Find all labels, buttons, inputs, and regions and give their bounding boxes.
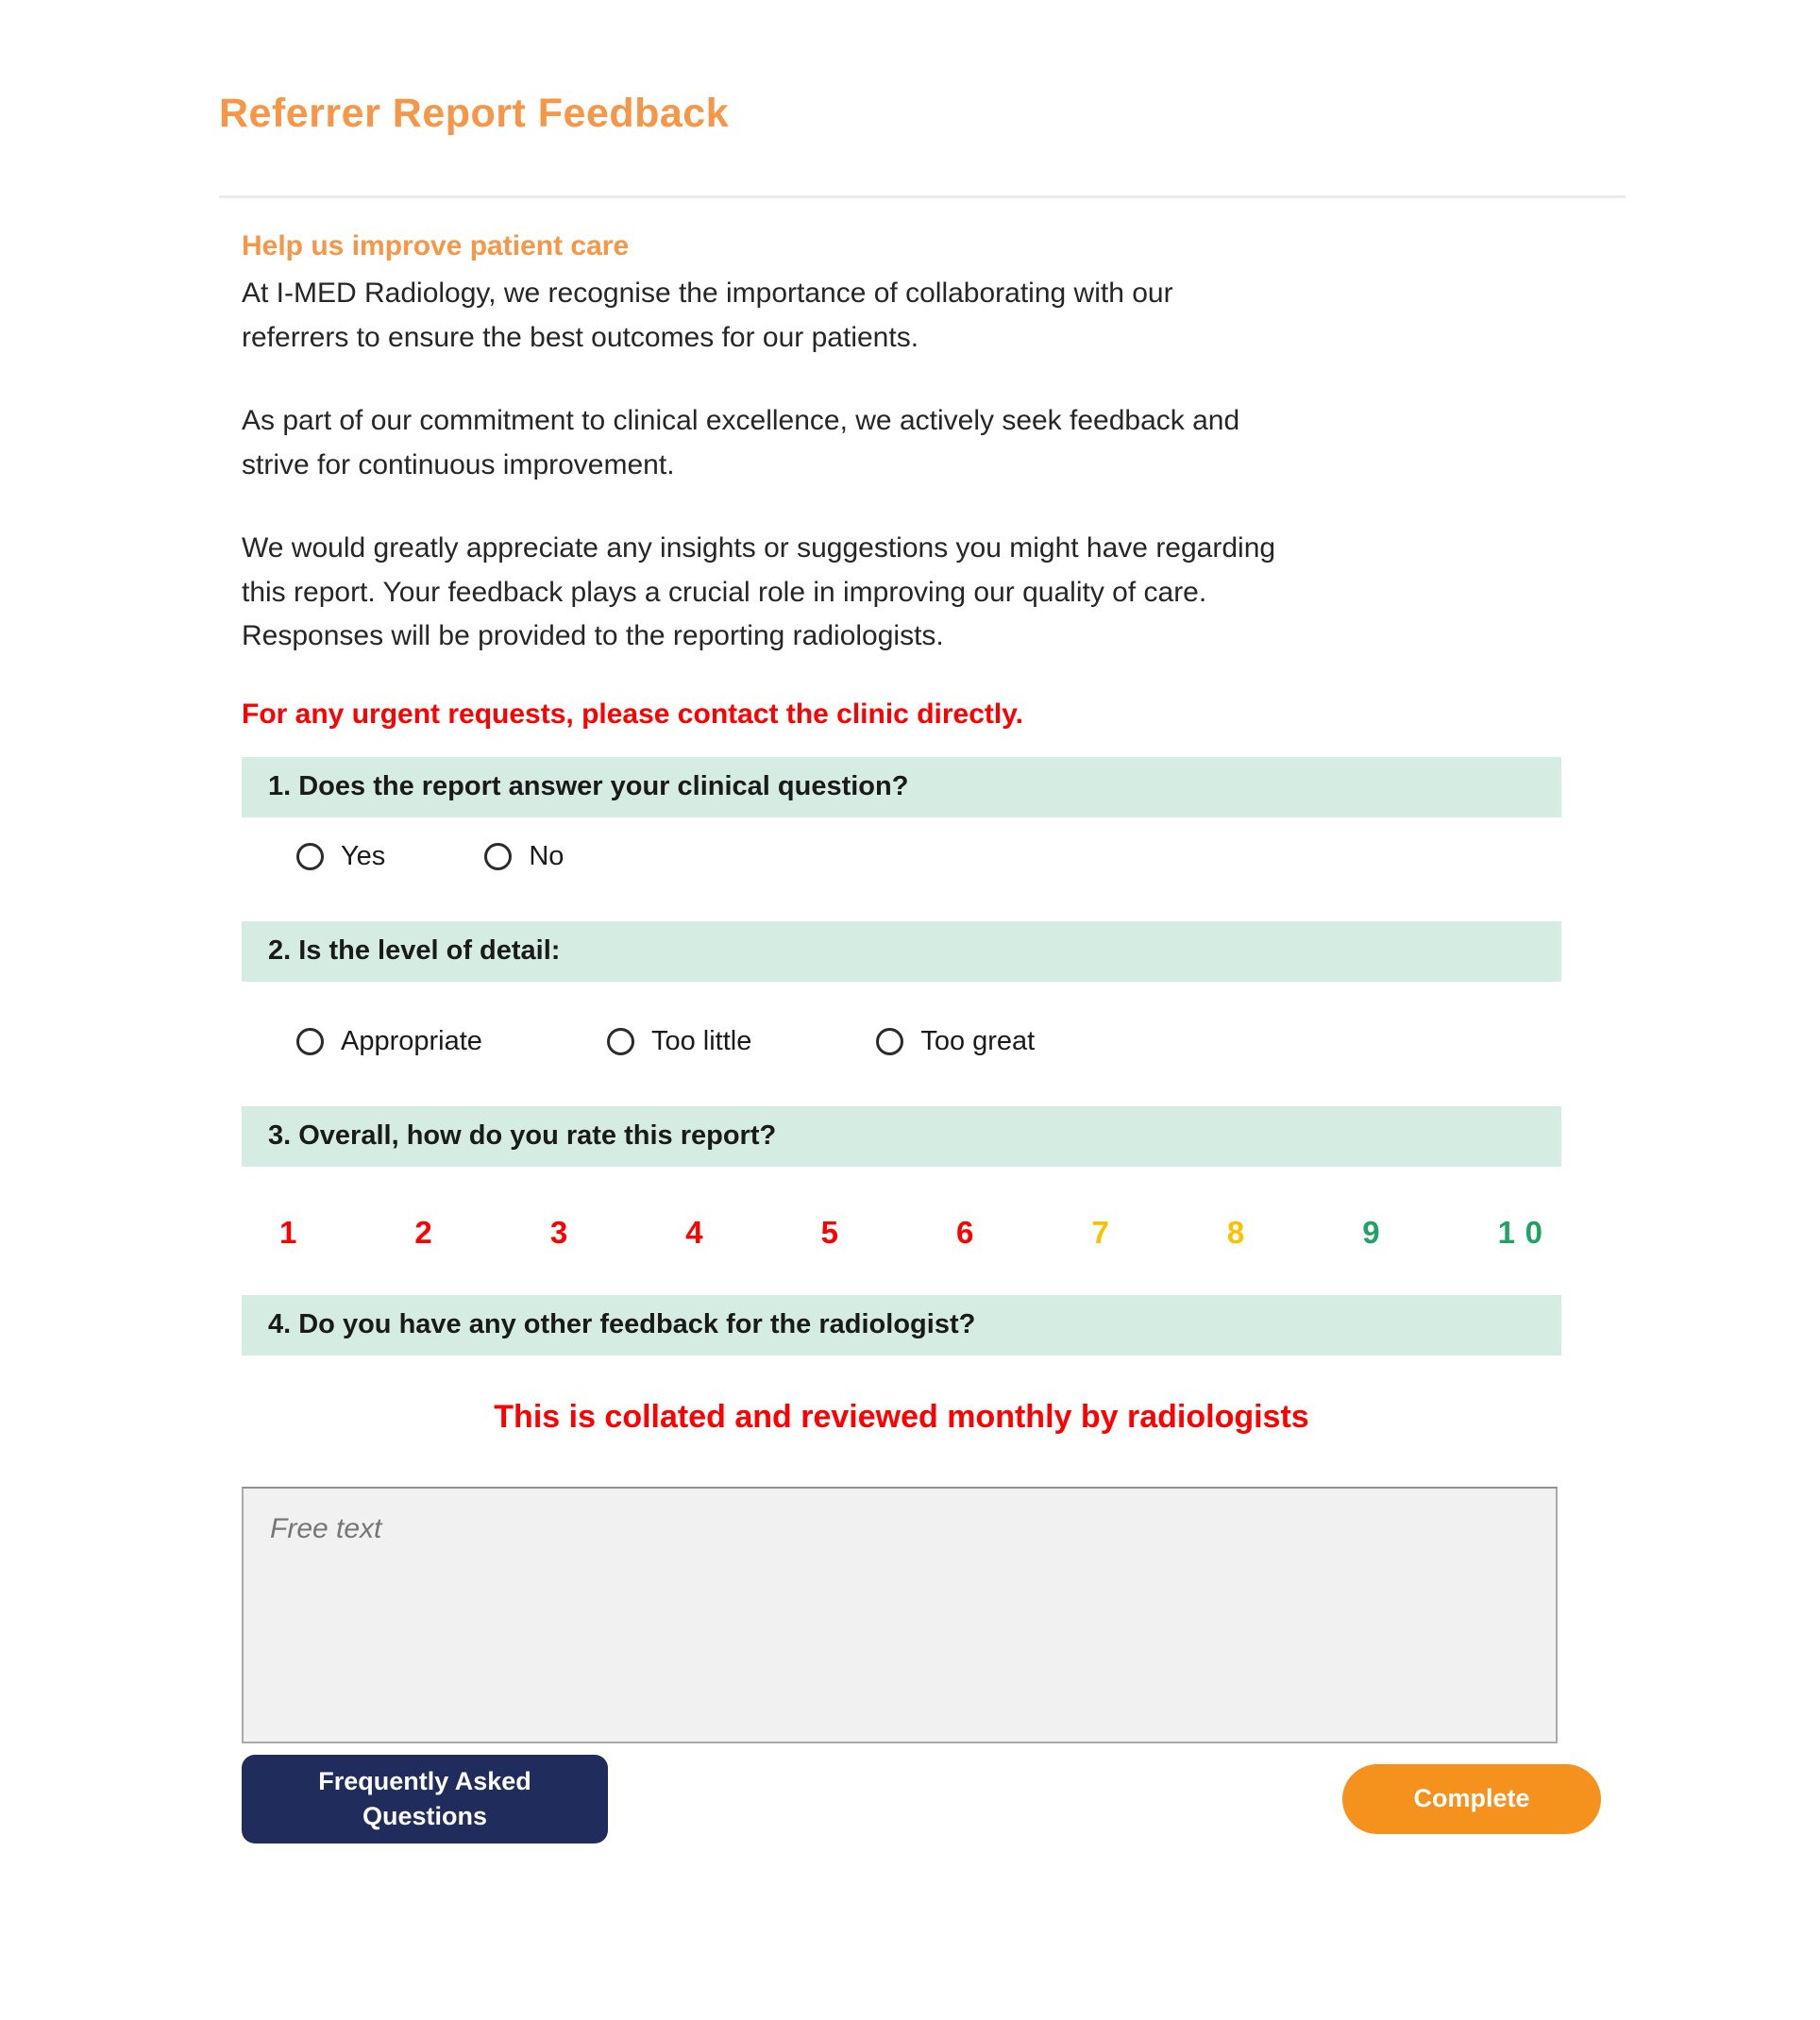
complete-button[interactable]: Complete (1342, 1764, 1601, 1834)
radio-button-appropriate[interactable] (296, 1028, 324, 1055)
question-2-options (242, 1019, 1626, 1065)
urgent-notice: For any urgent requests, please contact the clinic directly. (242, 698, 1024, 730)
question-4-label: 4. Do you have any other feedback for the radiologist? (268, 1309, 976, 1339)
question-2-header (242, 921, 1561, 982)
option-too-great[interactable] (876, 1026, 1035, 1057)
rating-7[interactable]: 7 (1091, 1214, 1109, 1250)
rating-8[interactable]: 8 (1226, 1214, 1245, 1250)
faq-button[interactable]: Frequently Asked Questions (242, 1755, 608, 1843)
question-3-header (242, 1106, 1561, 1167)
radio-button-no[interactable] (484, 843, 512, 870)
question-1-header (242, 757, 1561, 817)
intro-paragraph-2: As part of our commitment to clinical excellence, we actively seek feedback and strive for continuous improvement. (242, 405, 1240, 480)
rating-6[interactable]: 6 (956, 1214, 974, 1250)
option-appropriate-label: Appropriate (341, 1026, 482, 1056)
radio-button-too-great[interactable] (876, 1028, 903, 1055)
option-too-little[interactable] (607, 1026, 751, 1057)
footer-actions (242, 1755, 1601, 1843)
intro-heading: Help us improve patient care (242, 230, 630, 261)
rating-9[interactable]: 9 (1362, 1214, 1380, 1250)
question-2-label: 2. Is the level of detail: (268, 935, 561, 966)
option-appropriate[interactable] (296, 1026, 482, 1057)
question-1-options (242, 834, 1626, 880)
radio-button-yes[interactable] (296, 843, 324, 870)
option-too-little-label: Too little (650, 1026, 752, 1056)
rating-3[interactable]: 3 (549, 1214, 568, 1250)
free-text-input[interactable] (242, 1487, 1558, 1743)
rating-1[interactable]: 1 (279, 1214, 297, 1250)
collated-note: This is collated and reviewed monthly by radiologists (494, 1398, 1309, 1435)
rating-10[interactable]: 10 (1497, 1214, 1553, 1250)
option-no-label: No (529, 841, 565, 871)
title-divider (219, 195, 1626, 198)
option-too-great-label: Too great (920, 1026, 1036, 1056)
rating-scale (242, 1212, 1561, 1254)
question-3-label: 3. Overall, how do you rate this report? (268, 1120, 777, 1151)
question-1-label: 1. Does the report answer your clinical question? (268, 771, 909, 801)
option-no[interactable] (484, 841, 564, 872)
rating-4[interactable]: 4 (685, 1214, 703, 1250)
page-title: Referrer Report Feedback (219, 91, 730, 136)
intro-section (242, 230, 1561, 731)
intro-paragraph-1: At I-MED Radiology, we recognise the importance of collaborating with our referrers to ensure the best outcomes for our patients. (242, 278, 1173, 353)
radio-button-too-little[interactable] (607, 1028, 634, 1055)
question-4-header (242, 1295, 1561, 1355)
intro-paragraph-3: We would greatly appreciate any insights or suggestions you might have regarding this report. Your feedback plays a crucial role in improving our quality of care. Responses will be provided to the reporting radiologists. (242, 532, 1276, 651)
rating-5[interactable]: 5 (820, 1214, 838, 1250)
option-yes[interactable] (296, 841, 385, 872)
option-yes-label: Yes (341, 841, 386, 871)
rating-2[interactable]: 2 (414, 1214, 432, 1250)
